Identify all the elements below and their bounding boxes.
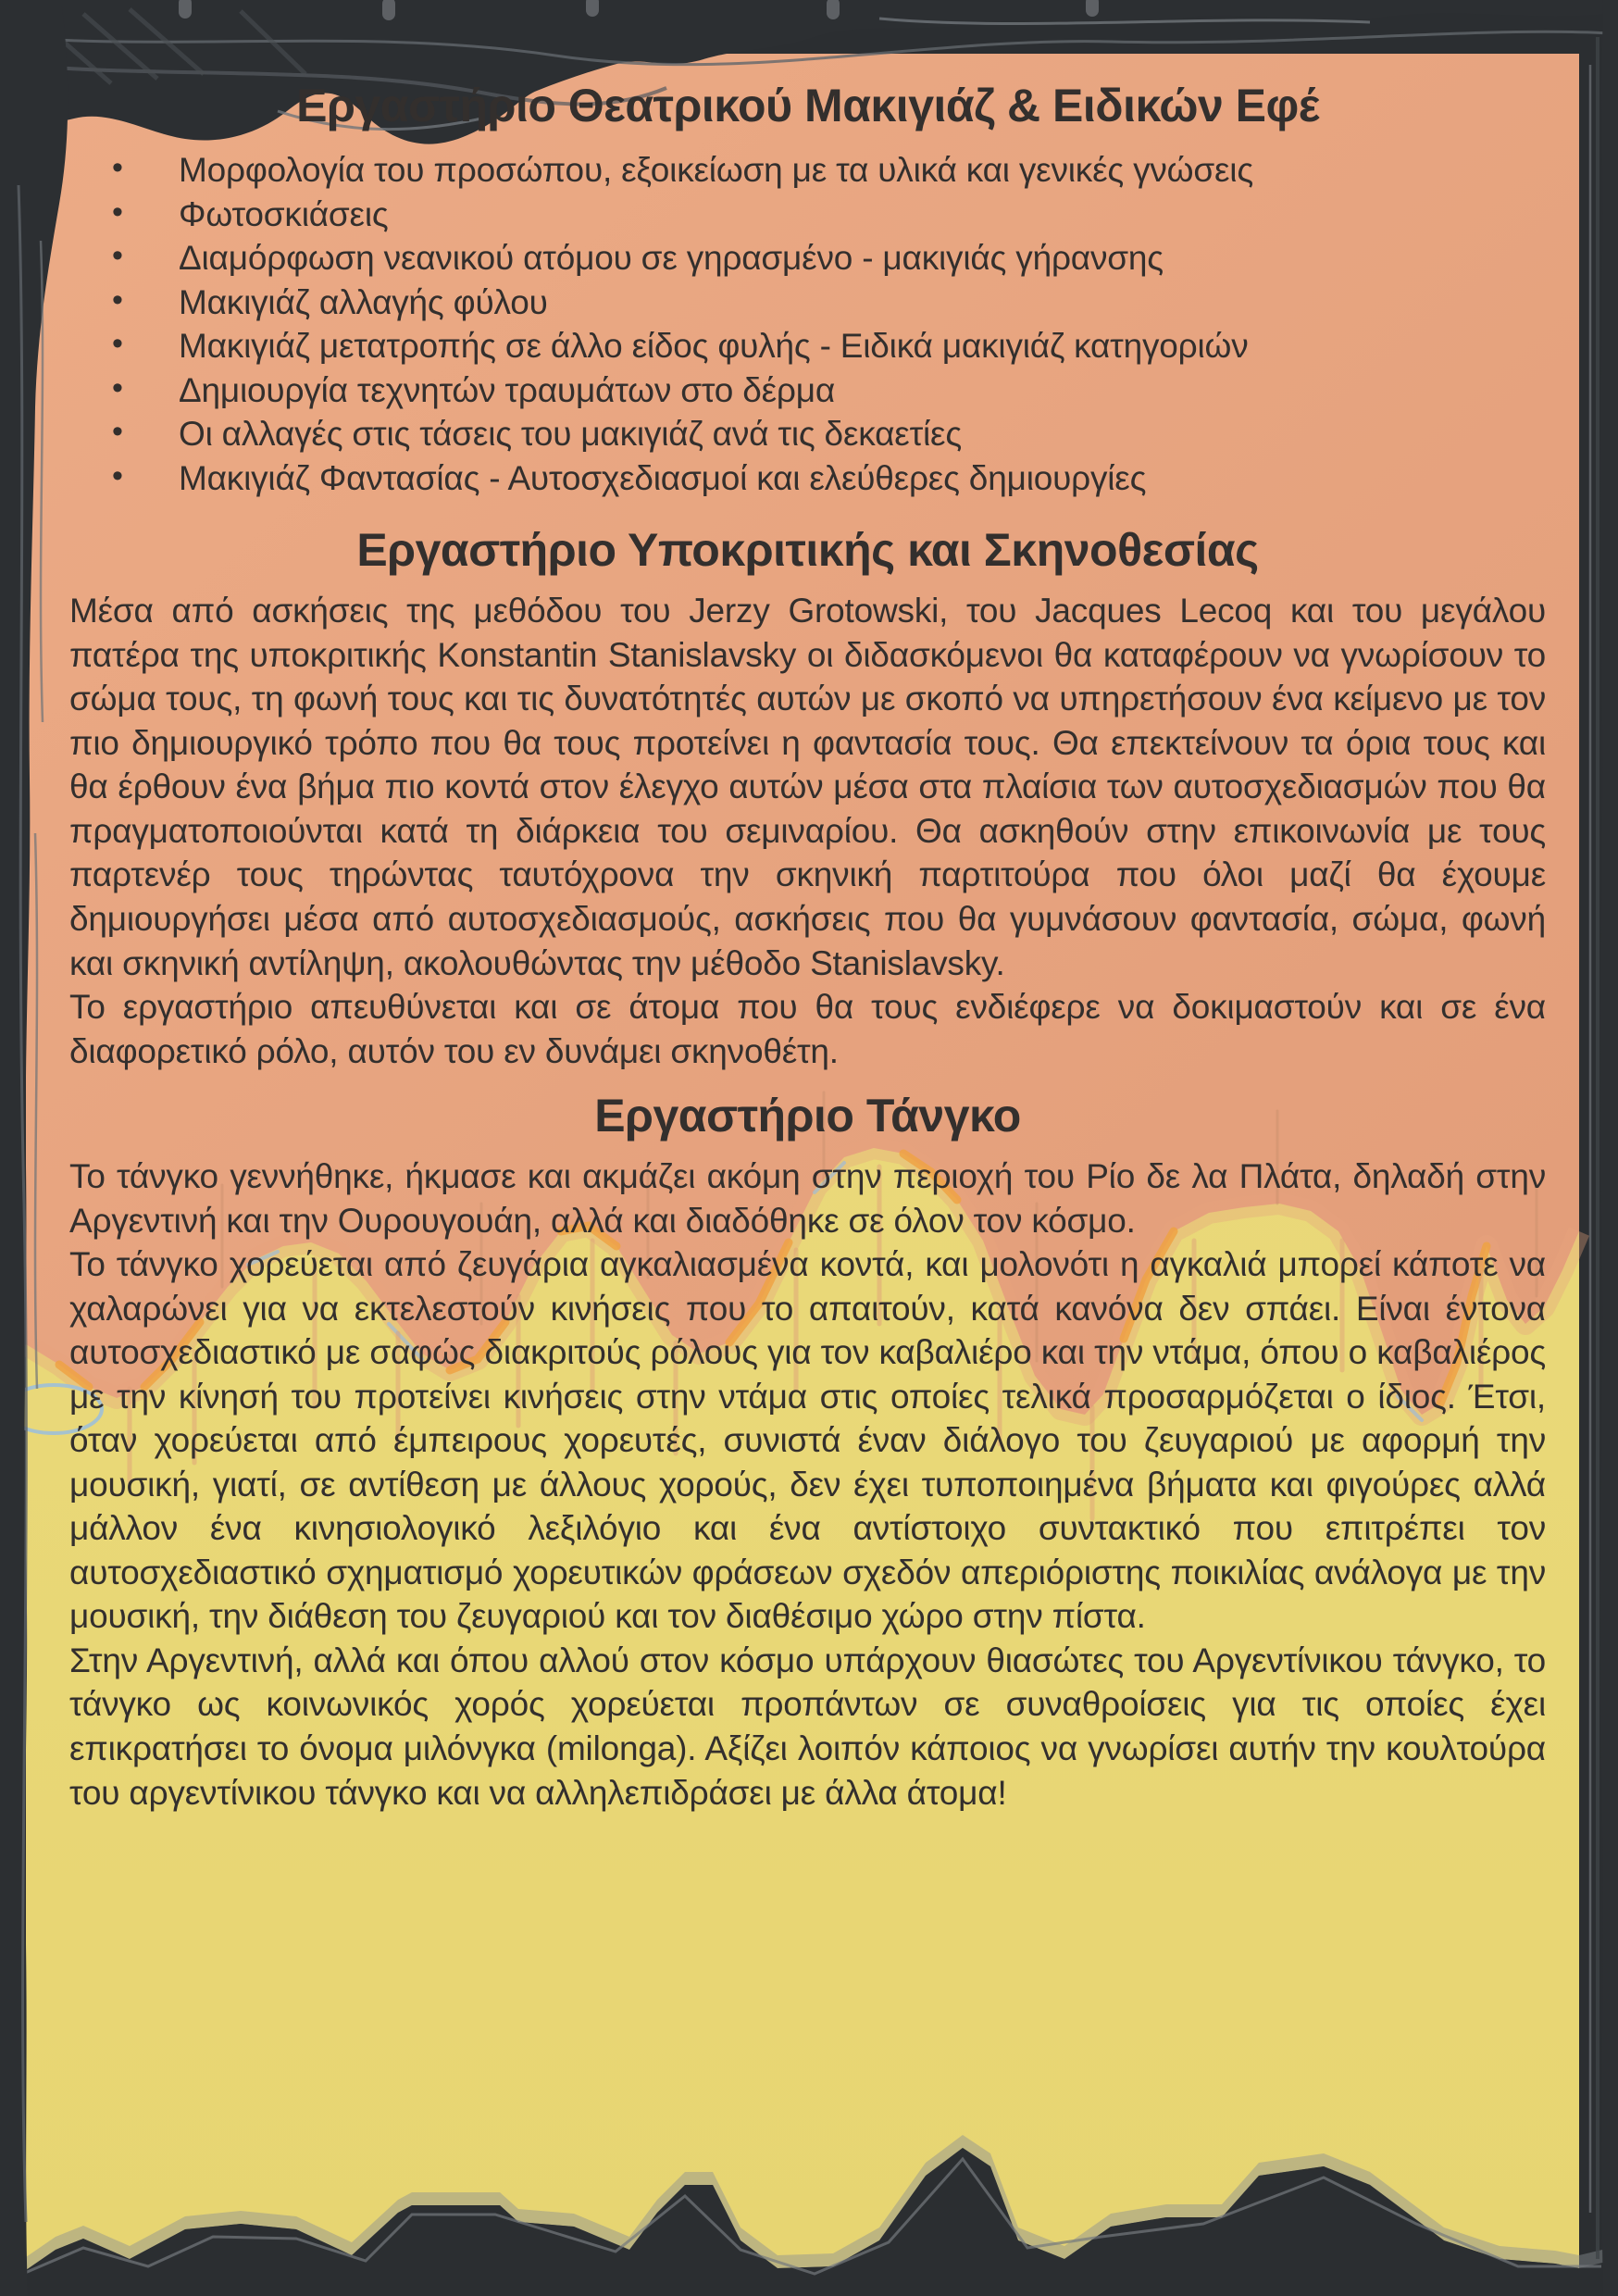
list-item-text: Δημιουργία τεχνητών τραυμάτων στο δέρμα [179,370,836,409]
bullet-icon: • [112,150,123,185]
list-item-text: Μακιγιάζ Φαντασίας - Αυτοσχεδιασμοί και ελεύθερες δημιουργίες [179,458,1147,497]
bullet-icon: • [112,281,123,318]
acting-paragraph: Το εργαστήριο απευθύνεται και σε άτομα που θα τους ενδιέφερε να δοκιμαστούν και σε ένα διαφορετικό ρόλο, αυτόν του εν δυνάμει σκηνοθέτη. [69,988,1546,1070]
list-item [69,324,1546,368]
list-item [69,236,1546,281]
makeup-topic-list [69,148,1546,500]
bullet-icon: • [112,457,123,493]
list-item [69,368,1546,413]
right-frame [1600,0,1618,2296]
list-item [69,148,1546,193]
bullet-icon: • [112,414,123,450]
list-item-text: Διαμόρφωση νεανικού ατόμου σε γηρασμένο - μακιγιάς γήρανσης [179,239,1164,278]
makeup-workshop-title: Εργαστήριο Θεατρικού Μακιγιάζ & Ειδικών Εφέ [296,80,1319,131]
section-tango-workshop [69,1088,1546,1815]
bullet-icon: • [112,238,123,274]
tango-paragraph: Στην Αργεντινή, αλλά και όπου αλλού στον κόσμο υπάρχουν θιασώτες του Αργεντίνικου τάνγκο, το τάνγκο ως κοινωνικός χορός χορεύεται προπάντων σε συναθροίσεις για τις οποίες έχει επικρατήσει το όνομα μιλόνγκα (milonga). Αξίζει λοιπόν κάποιος να γνωρίσει αυτήν την κουλτούρα του αργεντίνικου τάνγκο και να αλληλεπιδράσει με άλλα άτομα! [69,1641,1546,1812]
list-item [69,193,1546,237]
list-item [69,281,1546,325]
list-item [69,456,1546,501]
acting-paragraph: Μέσα από ασκήσεις της μεθόδου του Jerzy Grotowski, του Jacques Lecoq και του μεγάλου πατέρα της υποκριτικής Konstantin Stanislavsky οι διδασκόμενοι θα καταφέρουν να γνωρίσουν το σώμα τους, τη φωνή τους και τις δυνατότητές αυτών με σκοπό να υπηρετήσουν ένα κείμενο με τον πιο δημιουργικό τρόπο που θα τους προτείνει η φαντασία τους. Θα επεκτείνουν τα όρια τους και θα έρθουν ένα βήμα πιο κοντά στον έλεγχο αυτών μέσα στα πλαίσια των αυτοσχεδιασμών που θα πραγματοποιούνται κατά τη διάρκεια του σεμιναρίου. Θα ασκηθούν στην επικοινωνία με τους παρτενέρ τους τηρώντας ταυτόχρονα την σκηνική παρτιτούρα που όλοι μαζί θα έχουμε δημιουργήσει μέσα από αυτοσχεδιασμούς, ασκήσεις που θα γυμνάσουν φαντασία, σώμα, φωνή και σκηνική αντίληψη, ακολουθώντας την μέθοδο Stanislavsky. [69,592,1546,982]
tango-paragraph: Το τάνγκο χορεύεται από ζευγάρια αγκαλιασμένα κοντά, και μολονότι η αγκαλιά μπορεί κάποτε να χαλαρώνει για να εκτελεστούν κινήσεις που το απαιτούν, κατά κανόνα δεν σπάει. Είναι έντονα αυτοσχεδιαστικό με σαφώς διακριτούς ρόλους για τον καβαλιέρο και την ντάμα, όπου ο καβαλιέρος με την κίνησή του προτείνει κινήσεις στην ντάμα στις οποίες τελικά προσαρμόζεται ο ίδιος. Έτσι, όταν χορεύεται από έμπειρους χορευτές, συνιστά έναν διάλογο του ζευγαριού με αφορμή την μουσική, γιατί, σε αντίθεση με άλλους χορούς, δεν έχει τυποποιημένα βήματα και φιγούρες αλλά μάλλον ένα κινησιολογικό λεξιλόγιο και ένα αντίστοιχο συντακτικό που επιτρέπει τον αυτοσχεδιαστικό σχηματισμό χορευτικών φράσεων σχεδόν απεριόριστης ποικιλίας ανάλογα με την μουσική, την διάθεση του ζευγαριού και τον διαθέσιμο χώρο στην πίστα. [69,1245,1546,1636]
list-item-text: Μακιγιάζ αλλαγής φύλου [179,282,548,321]
list-item-text: Μορφολογία του προσώπου, εξοικείωση με τα υλικά και γενικές γνώσεις [179,151,1253,189]
section-acting-workshop [69,522,1546,1073]
list-item [69,412,1546,456]
tango-workshop-title: Εργαστήριο Τάνγκο [594,1090,1021,1142]
list-item-text: Μακιγιάζ μετατροπής σε άλλο είδος φυλής - Ειδικά μακιγιάζ κατηγοριών [179,327,1249,366]
section-makeup-workshop [69,78,1546,500]
poster-content [69,78,1546,1815]
list-item-text: Οι αλλαγές στις τάσεις του μακιγιάζ ανά τις δεκαετίες [179,415,962,454]
tango-paragraph: Το τάνγκο γεννήθηκε, ήκμασε και ακμάζει ακόμη στην περιοχή του Ρίο δε λα Πλάτα, δηλαδή στην Αργεντινή και την Ουρουγουάη, αλλά και διαδόθηκε σε όλον τον κόσμο. [69,1157,1546,1240]
bullet-icon: • [112,369,123,406]
list-item-text: Φωτοσκιάσεις [179,194,389,233]
bullet-icon: • [112,193,123,230]
acting-workshop-title: Εργαστήριο Υποκριτικής και Σκηνοθεσίας [356,524,1259,577]
bullet-icon: • [112,326,123,362]
